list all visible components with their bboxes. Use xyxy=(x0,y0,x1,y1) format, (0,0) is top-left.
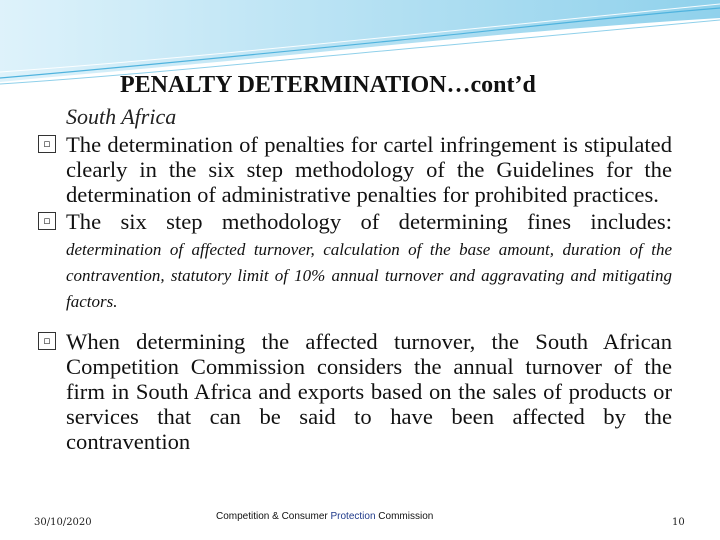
bullet-list xyxy=(38,132,672,454)
bullet-text-3: When determining the affected turnover, the South African Competition Commission considers the annual turnover of the firm in South Africa and exports based on the sales of products or services that can be said to have been affected by the contravention xyxy=(66,329,672,454)
slide-subtitle: South Africa xyxy=(66,104,177,129)
bullet-item-1 xyxy=(38,132,672,207)
bullet-item-2 xyxy=(38,209,672,313)
footer-organization xyxy=(216,511,433,522)
slide-title: PENALTY DETERMINATION…cont’d xyxy=(120,72,536,98)
square-bullet-icon: ▫ xyxy=(38,135,56,153)
footer-org-part1: Competition & Consumer xyxy=(216,511,331,522)
square-bullet-icon: ▫ xyxy=(38,332,56,350)
footer-org-part2: Protection xyxy=(330,511,376,522)
bullet-text-2: The six step methodology of determining fines includes: xyxy=(66,209,672,234)
footer-org-part3: Commission xyxy=(375,511,434,522)
page-number: 10 xyxy=(672,517,685,528)
square-bullet-icon: ▫ xyxy=(38,212,56,230)
bullet-item-3 xyxy=(38,329,672,454)
bullet-detail-2: determination of affected turnover, calculation of the base amount, duration of the contravention, statutory limit of 10% annual turnover and aggravating and mitigating factors. xyxy=(66,240,672,311)
bullet-text-1: The determination of penalties for cartel infringement is stipulated clearly in the six step methodology of the Guidelines for the determination of administrative penalties for prohibited practices. xyxy=(66,132,672,207)
footer-date: 30/10/2020 xyxy=(34,517,92,528)
